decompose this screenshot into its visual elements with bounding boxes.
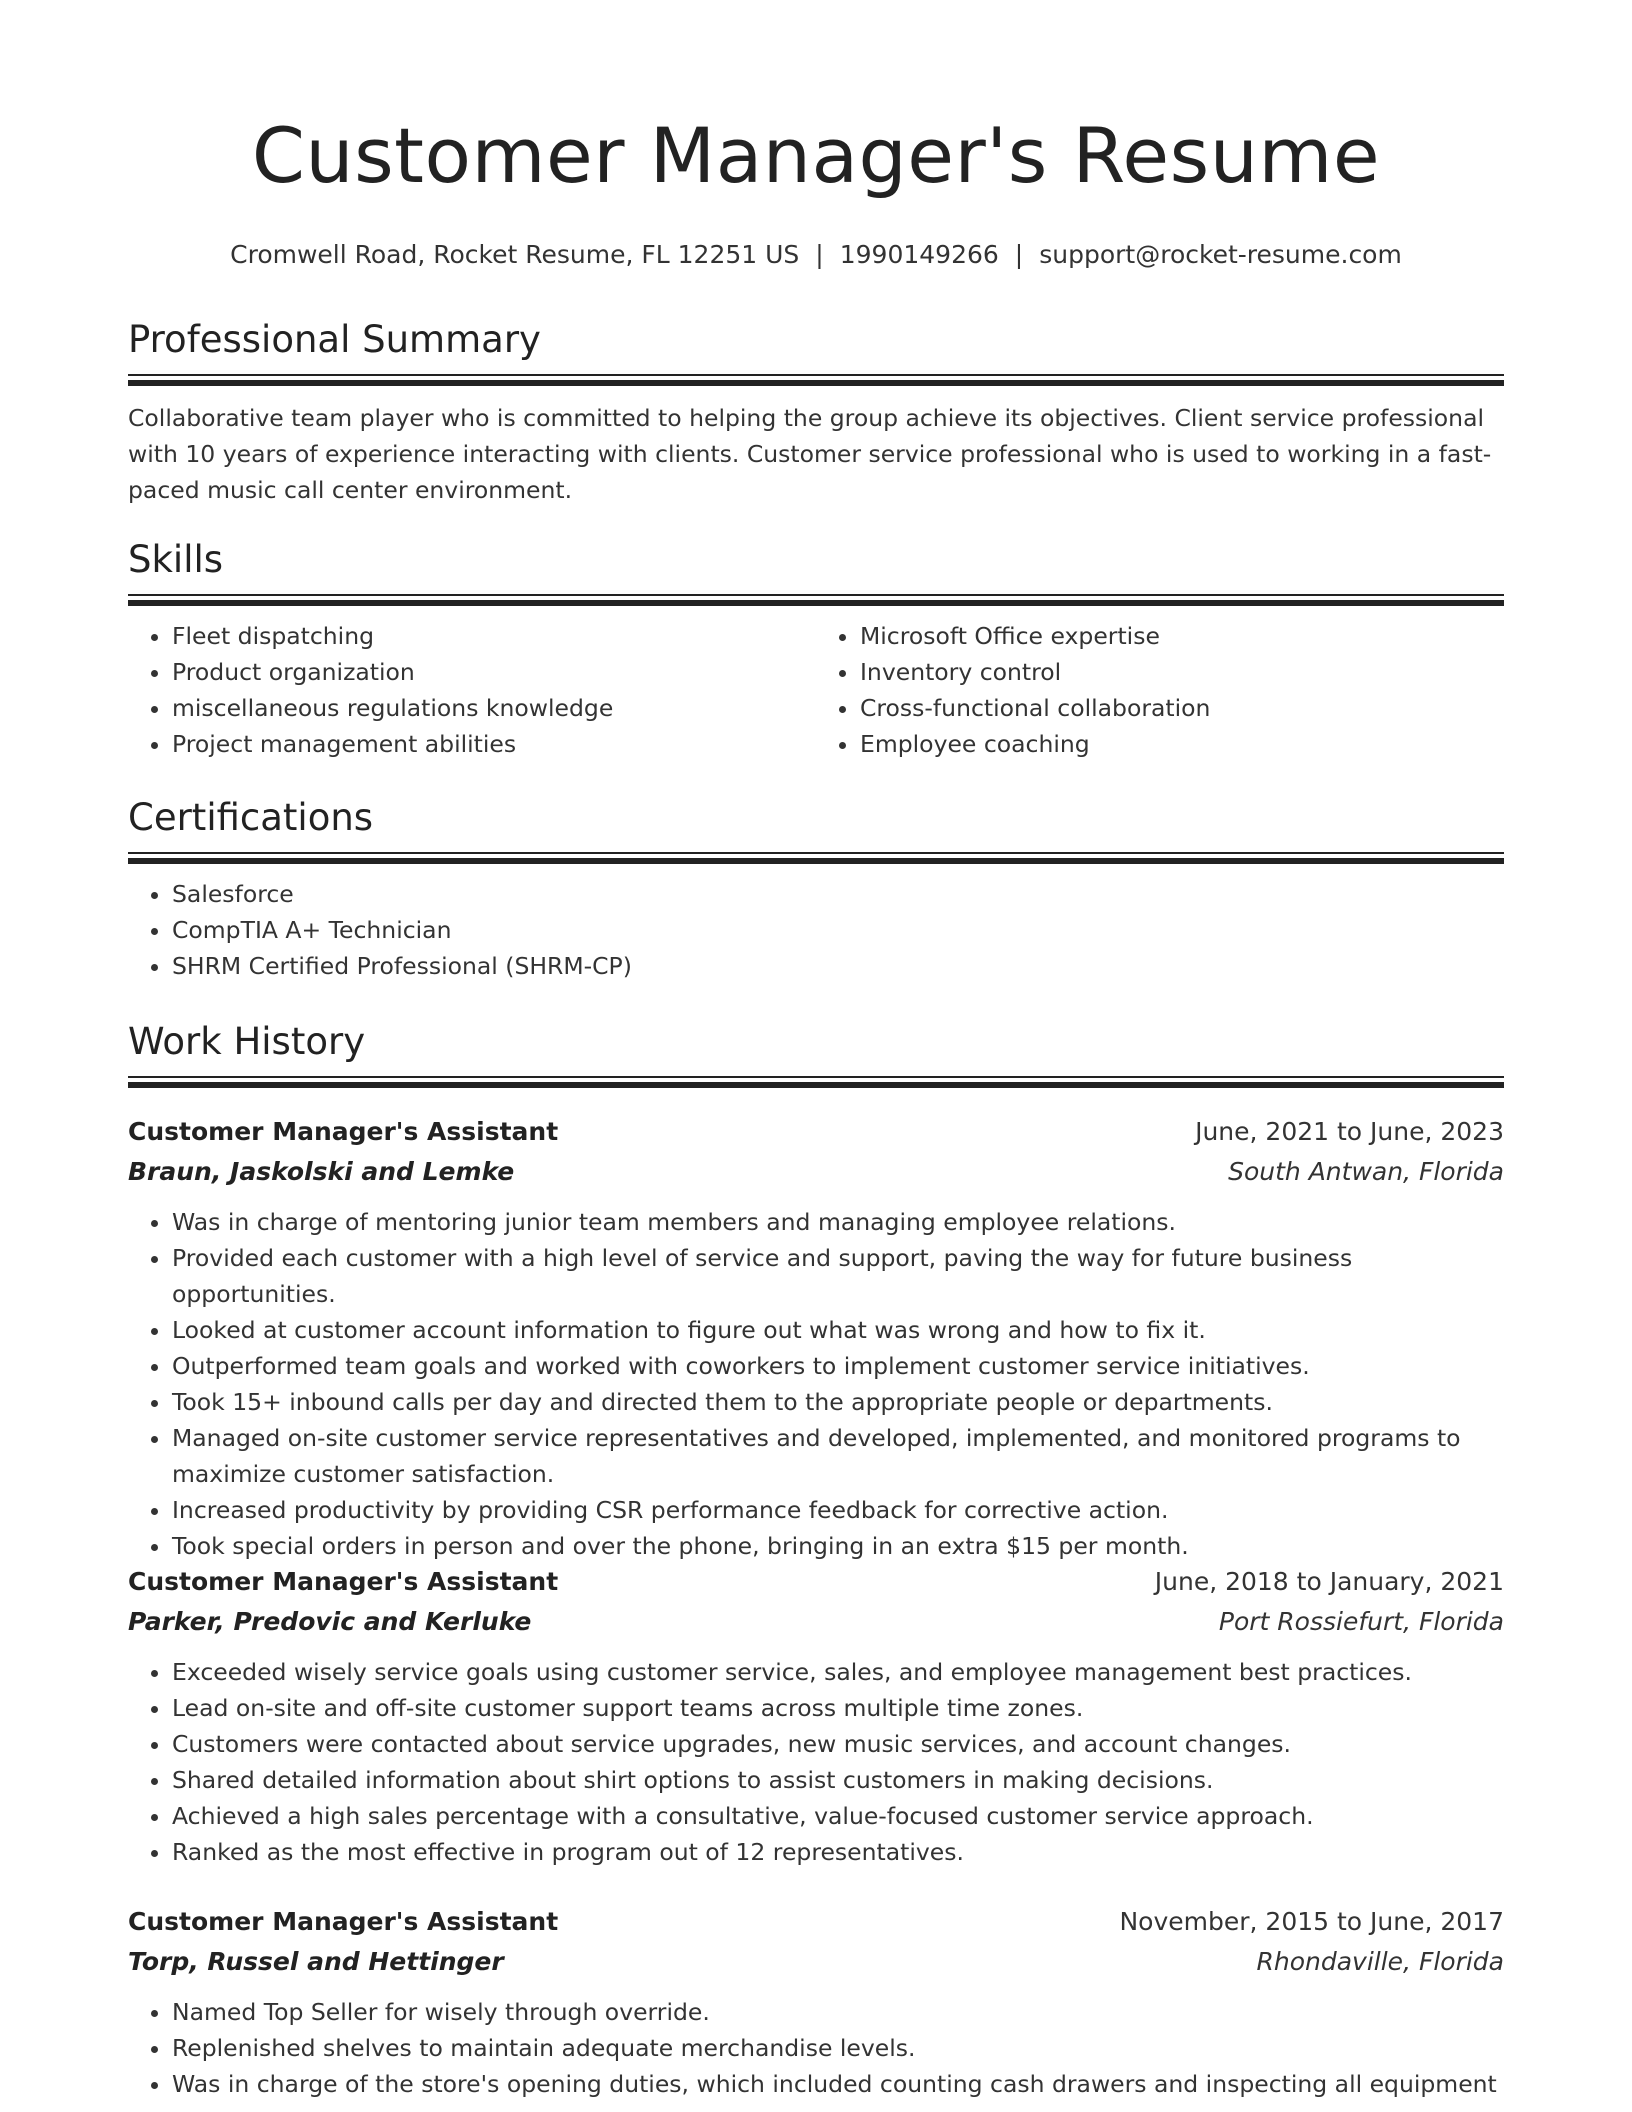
list-item: • Fleet dispatching [172,618,816,654]
section-divider [128,594,1504,606]
job-company-row [128,1152,1504,1192]
list-item: • Provided each customer with a high level of service and support, paving the way for future business opportunities. [172,1240,1504,1312]
list-item: • Product organization [172,654,816,690]
contact-line [128,240,1504,269]
list-item: • Outperformed team goals and worked with coworkers to implement customer service initiatives. [172,1348,1504,1384]
section-divider [128,852,1504,864]
list-item: • Replenished shelves to maintain adequate merchandise levels. [172,2030,1504,2066]
certifications-heading: Certifications [128,796,374,839]
job-entry [128,1902,1504,2102]
contact-separator: | [815,240,824,269]
list-item: • Achieved a high sales percentage with a consultative, value-focused customer service approach. [172,1798,1504,1834]
job-title: Customer Manager's Assistant [128,1567,559,1596]
job-title: Customer Manager's Assistant [128,1117,559,1146]
job-header-row [128,1562,1504,1602]
work-history-section [128,1020,1504,1088]
list-item: • Took special orders in person and over the phone, bringing in an extra $15 per month. [172,1528,1504,1564]
list-item: • Customers were contacted about service upgrades, new music services, and account changes. [172,1726,1504,1762]
certifications-list [128,876,1504,984]
job-bullets [128,1994,1504,2102]
list-item: • Increased productivity by providing CSR performance feedback for corrective action. [172,1492,1504,1528]
list-item: • Cross-functional collaboration [860,690,1504,726]
skills-left-list [128,618,816,762]
list-item: • Took 15+ inbound calls per day and directed them to the appropriate people or departments. [172,1384,1504,1420]
list-item: • Ranked as the most effective in program out of 12 representatives. [172,1834,1504,1870]
list-item: • miscellaneous regulations knowledge [172,690,816,726]
job-entry [128,1562,1504,1870]
certifications-section [128,796,1504,984]
list-item: • Was in charge of the store's opening duties, which included counting cash drawers and inspecting all equipment [172,2066,1504,2102]
list-item: • Was in charge of mentoring junior team members and managing employee relations. [172,1204,1504,1240]
job-location: South Antwan, Florida [1228,1157,1504,1186]
list-item: • Project management abilities [172,726,816,762]
job-dates: June, 2018 to January, 2021 [1154,1567,1504,1596]
job-bullets [128,1204,1504,1564]
contact-phone: 1990149266 [839,240,999,269]
list-item: • SHRM Certified Professional (SHRM-CP) [172,948,1504,984]
contact-separator: | [1014,240,1024,269]
job-location: Rhondaville, Florida [1256,1947,1504,1976]
summary-heading: Professional Summary [128,318,541,361]
job-company-row [128,1602,1504,1642]
work-history-heading: Work History [128,1020,366,1063]
job-header-row [128,1112,1504,1152]
section-divider [128,374,1504,386]
resume-title: Customer Manager's Resume [251,111,1381,200]
job-header-row [128,1902,1504,1942]
list-item: • Named Top Seller for wisely through override. [172,1994,1504,2030]
job-entry [128,1112,1504,1564]
list-item: • Lead on-site and off-site customer support teams across multiple time zones. [172,1690,1504,1726]
skills-right-list [816,618,1504,762]
job-title: Customer Manager's Assistant [128,1907,559,1936]
list-item: • Microsoft Office expertise [860,618,1504,654]
job-company-row [128,1942,1504,1982]
list-item: • Employee coaching [860,726,1504,762]
contact-address: Cromwell Road, Rocket Resume, FL 12251 US [230,240,800,269]
job-company: Braun, Jaskolski and Lemke [128,1157,515,1186]
skills-columns [128,606,1504,762]
job-dates: November, 2015 to June, 2017 [1119,1907,1504,1936]
job-dates: June, 2021 to June, 2023 [1195,1117,1504,1146]
list-item: • Salesforce [172,876,1504,912]
list-item: • Inventory control [860,654,1504,690]
skills-section [128,538,1504,762]
summary-text: Collaborative team player who is committed to helping the group achieve its objectives. Client service professional with 10 years of experience interacting with clients. Customer service professional who is used to working in a fast-paced music call center environment. [128,404,1492,505]
section-divider [128,1076,1504,1088]
list-item: • Exceeded wisely service goals using customer service, sales, and employee management best practices. [172,1654,1504,1690]
job-company: Parker, Predovic and Kerluke [128,1607,532,1636]
job-company: Torp, Russel and Hettinger [128,1947,504,1976]
job-location: Port Rossiefurt, Florida [1218,1607,1504,1636]
skills-heading: Skills [128,538,224,581]
contact-email: support@rocket-resume.com [1039,240,1402,269]
list-item: • Managed on-site customer service representatives and developed, implemented, and monitored programs to maximize customer satisfaction. [172,1420,1504,1492]
job-bullets [128,1654,1504,1870]
list-item: • CompTIA A+ Technician [172,912,1504,948]
list-item: • Looked at customer account information to figure out what was wrong and how to fix it. [172,1312,1504,1348]
list-item: • Shared detailed information about shirt options to assist customers in making decisions. [172,1762,1504,1798]
summary-section [128,318,1504,508]
